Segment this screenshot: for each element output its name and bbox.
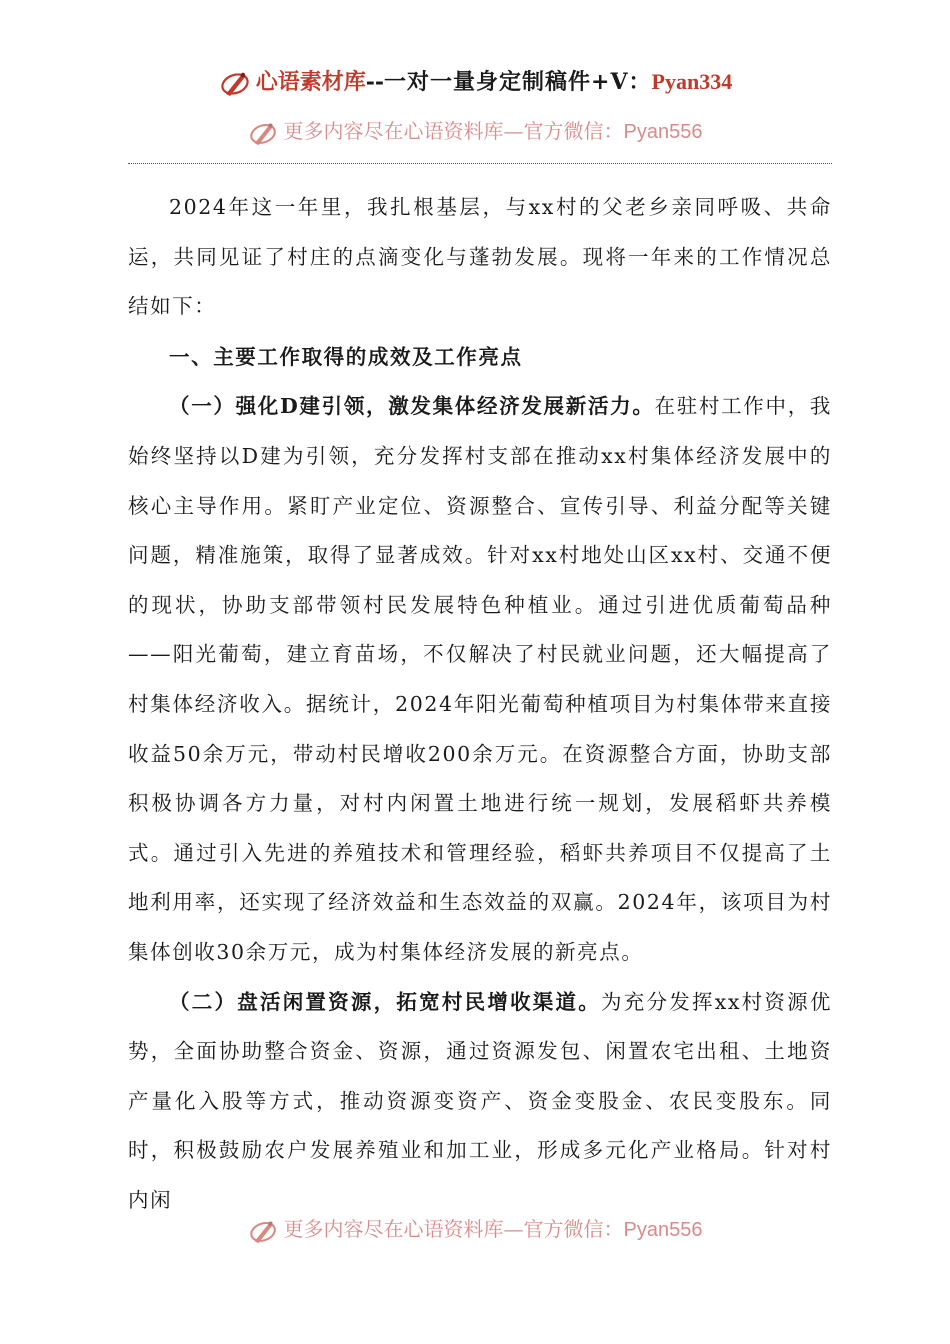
header-divider (128, 163, 832, 164)
pen-nib-logo-icon (248, 119, 280, 147)
header-slogan: 一对一量身定制稿件+V： (384, 69, 652, 95)
header-wechat-id: Pyan334 (651, 69, 733, 94)
watermark-text: 更多内容尽在心语资料库—官方微信： (283, 119, 624, 143)
header-banner (0, 64, 950, 100)
header-brand: 心语素材库 (255, 69, 366, 95)
watermark-wechat-id: Pyan556 (623, 121, 703, 143)
subsection-2-body: 为充分发挥xx村资源优势，全面协助整合资金、资源，通过资源发包、闲置农宅出租、土地资产量化入股等方式，推动资源变资产、资金变股金、农民变股东。同时，积极鼓励农户发展养殖业和加工业，形成多元化产业格局。针对村内闲 (128, 989, 832, 1212)
header-separator: -- (365, 69, 385, 95)
subsection-2-paragraph (128, 978, 832, 1226)
watermark-bottom (0, 1212, 950, 1246)
intro-paragraph: 2024年这一年里，我扎根基层，与xx村的父老乡亲同呼吸、共命运，共同见证了村庄的点滴变化与蓬勃发展。现将一年来的工作情况总结如下： (128, 195, 832, 319)
subsection-1-paragraph (128, 382, 832, 977)
subsection-1-title: （一）强化D建引领，激发集体经济发展新活力。 (169, 394, 655, 419)
watermark-text: 更多内容尽在心语资料库—官方微信： (283, 1217, 624, 1241)
watermark-wechat-id: Pyan556 (623, 1219, 703, 1241)
watermark-top (0, 114, 950, 148)
subsection-1-body: 在驻村工作中，我始终坚持以D建为引领，充分发挥村支部在推动xx村集体经济发展中的核心主导作用。紧盯产业定位、资源整合、宣传引导、利益分配等关键问题，精准施策，取得了显著成效。针对xx村地处山区xx村、交通不便的现状，协助支部带领村民发展特色种植业。通过引进优质葡萄品种——阳光葡萄，建立育苗场，不仅解决了村民就业问题，还大幅提高了村集体经济收入。据统计，2024年阳光葡萄种植项目为村集体带来直接收益50余万元，带动村民增收200余万元。在资源整合方面，协助支部积极协调各方力量，对村内闲置土地进行统一规划，发展稻虾共养模式。通过引入先进的养殖技术和管理经验，稻虾共养项目不仅提高了土地利用率，还实现了经济效益和生态效益的双赢。2024年，该项目为村集体创收30余万元，成为村集体经济发展的新亮点。 (128, 394, 832, 964)
section-heading: 一、主要工作取得的成效及工作亮点 (169, 344, 523, 369)
document-body (128, 183, 832, 1225)
subsection-2-title: （二）盘活闲置资源，拓宽村民增收渠道。 (169, 989, 602, 1014)
pen-nib-logo-icon (218, 68, 254, 98)
pen-nib-logo-icon (248, 1217, 280, 1245)
